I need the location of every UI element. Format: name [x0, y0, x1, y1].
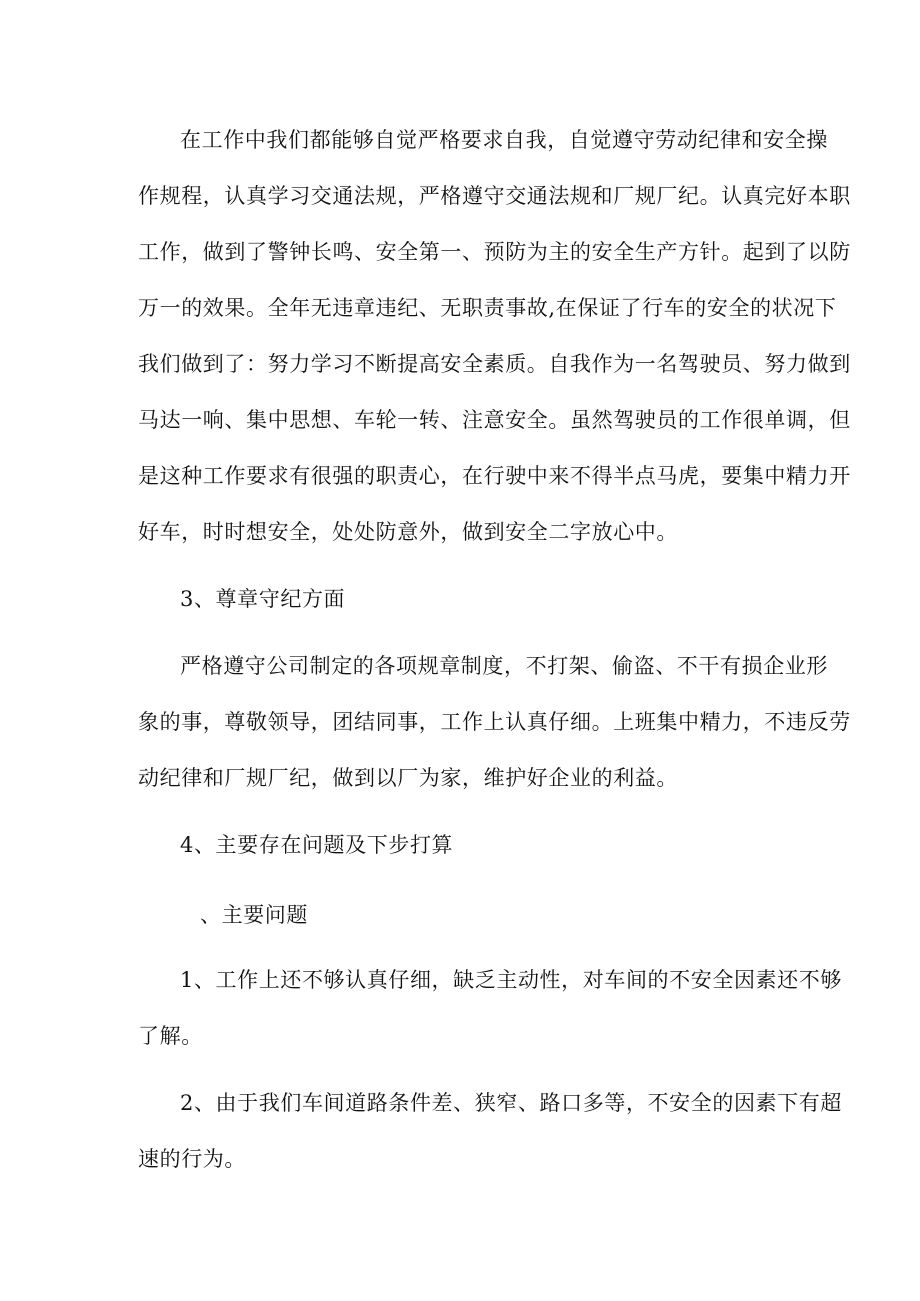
list-item-line: 速的行为。	[138, 1147, 246, 1171]
paragraph-line: 象的事，尊敬领导，团结同事，工作上认真仔细。上班集中精力，不违反劳	[138, 710, 851, 734]
paragraph-line: 动纪律和厂规厂纪，做到以厂为家，维护好企业的利益。	[138, 766, 678, 790]
section-heading: 4、主要存在问题及下步打算	[180, 833, 454, 857]
list-item-line: 2、由于我们车间道路条件差、狭窄、路口多等，不安全的因素下有超	[180, 1091, 842, 1115]
paragraph-line: 严格遵守公司制定的各项规章制度，不打架、偷盗、不干有损企业形	[180, 654, 828, 678]
paragraph-line: 好车，时时想安全，处处防意外，做到安全二字放心中。	[138, 520, 678, 544]
paragraph-line: 是这种工作要求有很强的职责心，在行驶中来不得半点马虎，要集中精力开	[138, 464, 851, 488]
subsection-heading: 、主要问题	[200, 903, 308, 927]
paragraph-line: 工作，做到了警钟长鸣、安全第一、预防为主的安全生产方针。起到了以防	[138, 240, 851, 264]
section-heading: 3、尊章守纪方面	[180, 587, 346, 611]
list-item-line: 了解。	[138, 1024, 203, 1048]
list-item-line: 1、工作上还不够认真仔细，缺乏主动性，对车间的不安全因素还不够	[180, 968, 842, 992]
paragraph-line: 马达一响、集中思想、车轮一转、注意安全。虽然驾驶员的工作很单调，但	[138, 408, 851, 432]
paragraph-line: 在工作中我们都能够自觉严格要求自我，自觉遵守劳动纪律和安全操	[180, 128, 828, 152]
paragraph-line: 我们做到了：努力学习不断提高安全素质。自我作为一名驾驶员、努力做到	[138, 352, 851, 376]
paragraph-line: 万一的效果。全年无违章违纪、无职责事故,在保证了行车的安全的状况下	[138, 296, 837, 320]
paragraph-line: 作规程，认真学习交通法规，严格遵守交通法规和厂规厂纪。认真完好本职	[138, 184, 851, 208]
